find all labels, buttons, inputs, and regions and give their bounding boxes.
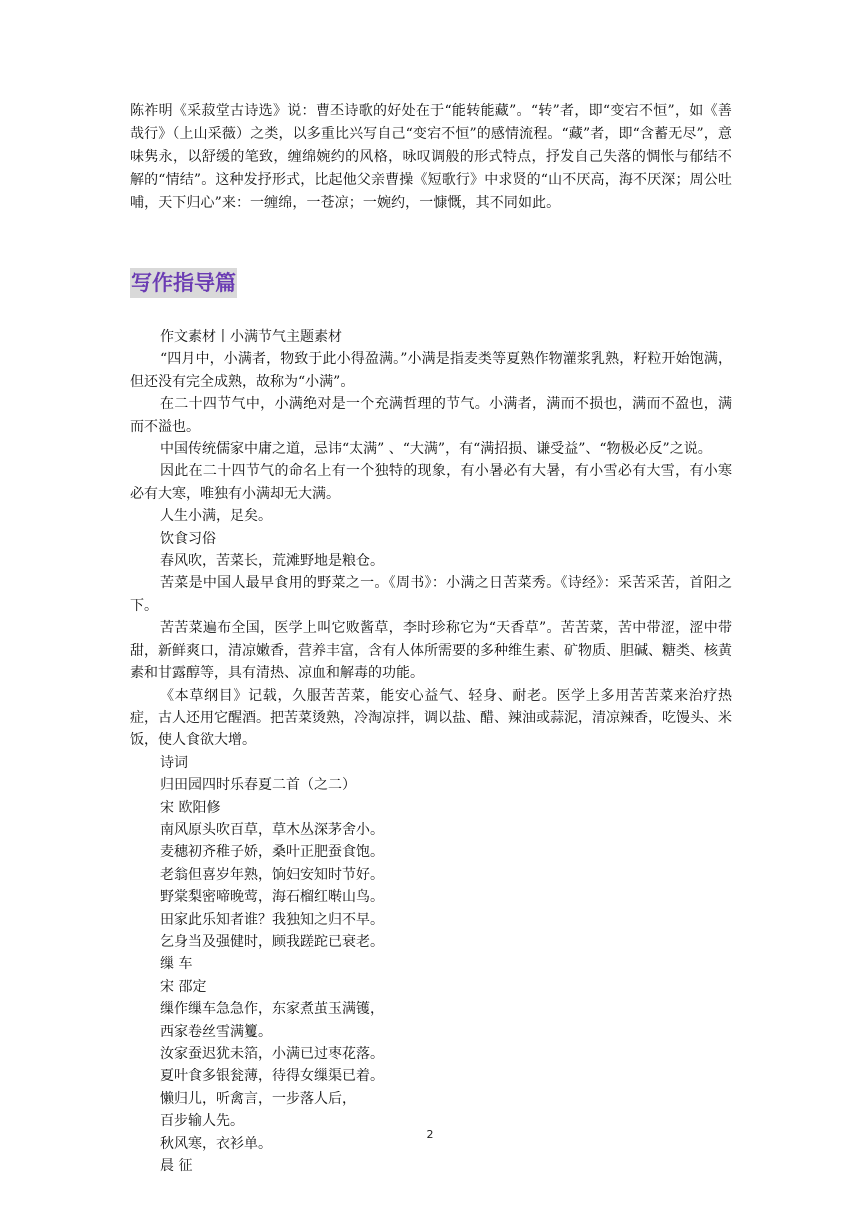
poem-2-line: 西家卷丝雪满籰。 <box>160 1023 272 1040</box>
subheading-food: 饮食习俗 <box>160 530 216 547</box>
poem-1-title: 归田园四时乐春夏二首（之二） <box>160 777 356 794</box>
poem-2-line: 夏叶食多银瓮薄，待得女缫渠已着。 <box>160 1068 384 1085</box>
poem-1-line: 南风原头吹百草，草木丛深茅舍小。 <box>160 821 384 838</box>
intro-paragraph: 陈祚明《采菽堂古诗选》说：曹丕诗歌的好处在于“能转能藏”。“转”者，即“变宕不恒”，如《善哉行》（上山采薇）之类，以多重比兴写自己“变宕不恒”的感情流程。“藏”者，即“含蓄无尽”，意味隽永，以舒缓的笔致，缠绵婉约的风格，咏叹调般的形式特点，抒发自己失落的惆怅与郁结不解的“情结”。这种发抒形式，比起他父亲曹操《短歌行》中求贤的“山不厌高，海不厌深；周公吐哺，天下归心”来：一缠绵，一苍凉；一婉约，一慷慨，其不同如此。 <box>130 103 732 211</box>
paragraph-3: 中国传统儒家中庸之道，忌讳“太满” 、“大满”，有“满招损、谦受益”、“物极必反”之说。 <box>160 441 712 458</box>
poem-2-line: 秋风寒，衣衫单。 <box>160 1135 272 1152</box>
subheading-poem: 诗词 <box>160 754 188 771</box>
poem-2-line: 缫作缫车急急作，东家煮茧玉满镬， <box>160 1001 384 1018</box>
poem-1-author: 宋 欧阳修 <box>160 799 221 816</box>
article-body <box>130 326 732 1177</box>
poem-2-line: 百步输人先。 <box>160 1113 244 1130</box>
poem-1-line: 田家此乐知者谁？我独知之归不早。 <box>160 911 384 928</box>
poem-2-title: 缫 车 <box>160 956 193 973</box>
section-heading: 写作指导篇 <box>130 268 237 298</box>
paragraph-8: 苦苦菜遍布全国，医学上叫它败酱草，李时珍称它为“天香草”。苦苦菜，苦中带涩，涩中带甜，新鲜爽口，清凉嫩香，营养丰富，含有人体所需要的多种维生素、矿物质、胆碱、糖类、核黄素和甘露醇等，具有清热、凉血和解毒的功能。 <box>130 620 732 682</box>
paragraph-4: 因此在二十四节气的命名上有一个独特的现象，有小暑必有大暑，有小雪必有大雪，有小寒必有大寒，唯独有小满却无大满。 <box>130 463 732 502</box>
paragraph-2: 在二十四节气中，小满绝对是一个充满哲理的节气。小满者，满而不损也，满而不盈也，满而不溢也。 <box>130 396 732 435</box>
poem-2-author: 宋 邵定 <box>160 978 207 995</box>
poem-2-line: 汝家蚕迟犹未箔，小满已过枣花落。 <box>160 1046 384 1062</box>
poem-1-line: 麦穗初齐稚子娇，桑叶正肥蚕食饱。 <box>160 844 384 861</box>
poem-2-line: 懒归儿，听禽言，一步落人后， <box>160 1090 356 1107</box>
page-number: 2 <box>426 1128 434 1141</box>
paragraph-9: 《本草纲目》记载，久服苦苦菜，能安心益气、轻身、耐老。医学上多用苦苦菜来治疗热症，古人还用它醒酒。把苦菜烫熟，冷淘凉拌，调以盐、醋、辣油或蒜泥，清凉辣香，吃馒头、米饭，使人食欲大增。 <box>130 687 732 749</box>
paragraph-7: 苦菜是中国人最早食用的野菜之一。《周书》：小满之日苦菜秀。《诗经》：采苦采苦，首阳之下。 <box>130 575 732 614</box>
paragraph-5: 人生小满，足矣。 <box>160 508 272 525</box>
poem-3-title: 晨 征 <box>160 1158 193 1175</box>
poem-1-line: 老翁但喜岁年熟，饷妇安知时节好。 <box>160 866 384 883</box>
article-title: 作文素材丨小满节气主题素材 <box>160 329 342 345</box>
paragraph-6: 春风吹，苦菜长，荒滩野地是粮仓。 <box>160 553 384 570</box>
poem-1-line: 乞身当及强健时，顾我蹉跎已衰老。 <box>160 933 384 950</box>
paragraph-1: “四月中，小满者，物致于此小得盈满。”小满是指麦类等夏熟作物灌浆乳熟，籽粒开始饱满，但还没有完全成熟，故称为“小满”。 <box>130 351 732 390</box>
poem-1-line: 野棠梨密啼晚莺，海石榴红啭山鸟。 <box>160 889 384 906</box>
